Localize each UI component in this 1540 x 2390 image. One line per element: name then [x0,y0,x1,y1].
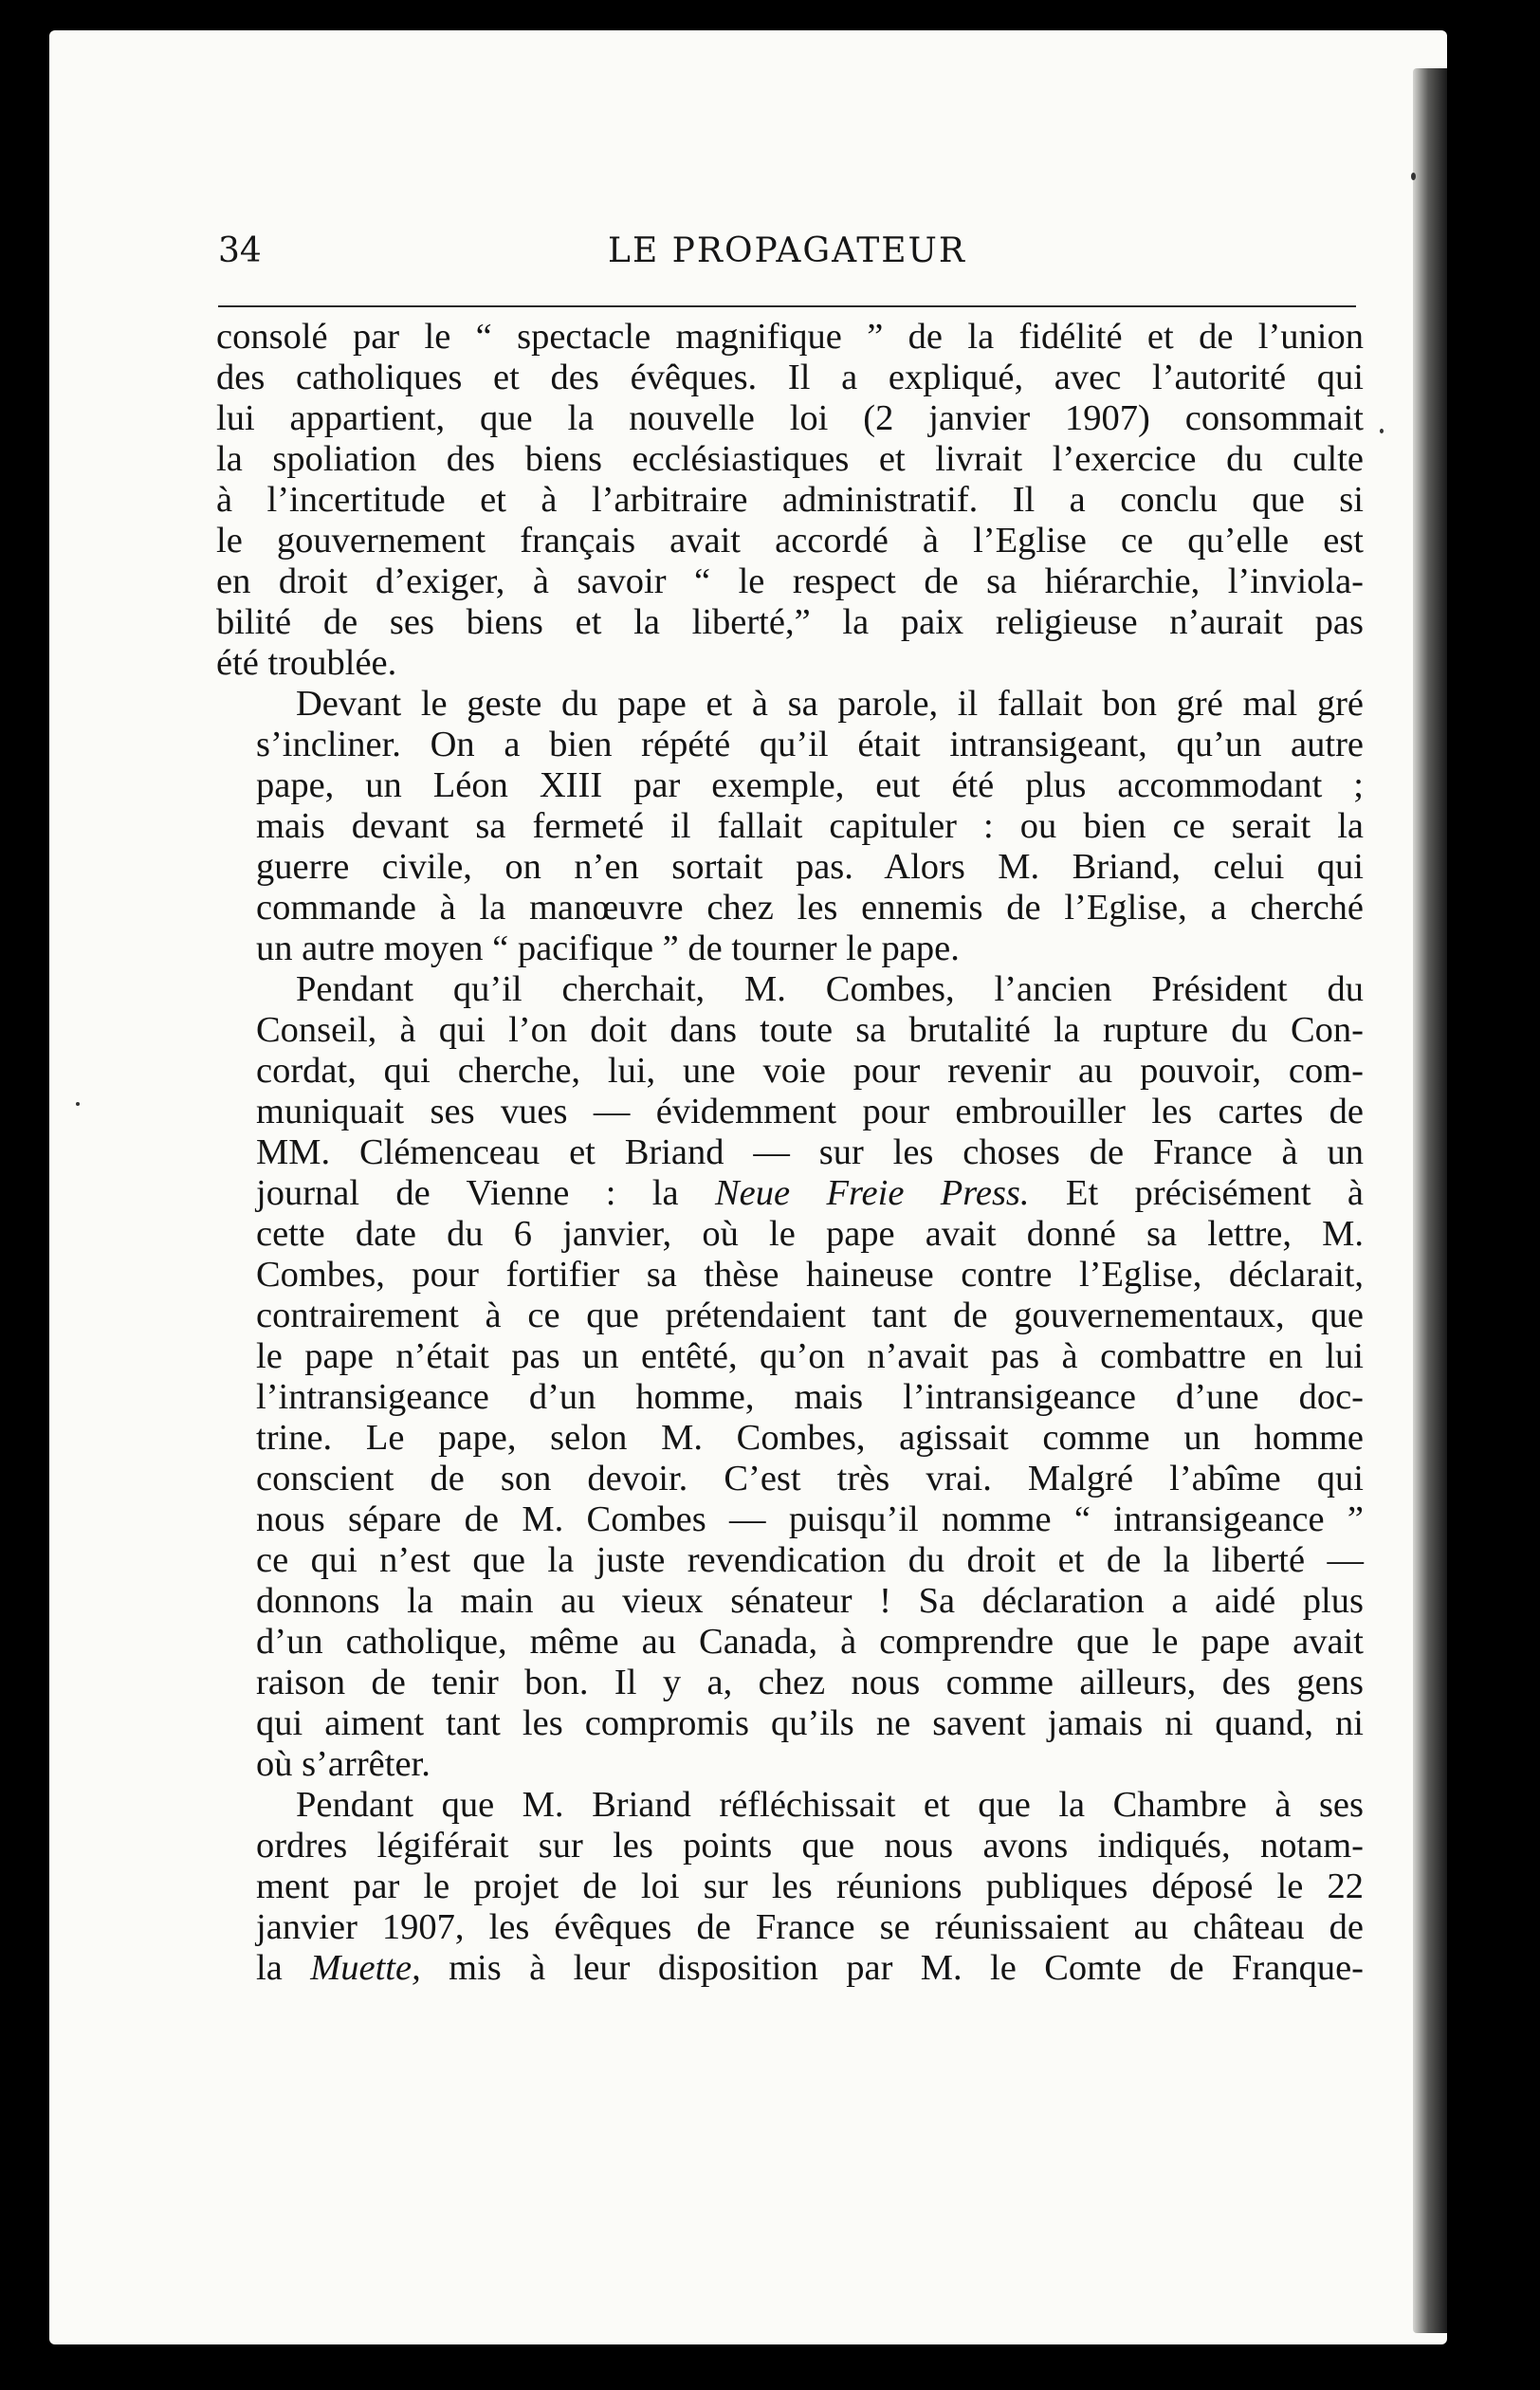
italic-name: Muette, [310,1948,421,1988]
text-line: trine. Le pape, selon M. Combes, agissait comme un homme [256,1418,1364,1458]
text-line: mais devant sa fermeté il fallait capituler : ou bien ce serait la [256,806,1364,846]
text-line: ce qui n’est que la juste revendication du droit et de la liberté — [256,1540,1364,1580]
body-text [216,317,1364,1989]
text-line: contrairement à ce que prétendaient tant de gouvernementaux, que [256,1296,1364,1335]
text-line: s’incliner. On a bien répété qu’il était intransigeant, qu’un autre [256,725,1364,764]
text-line: un autre moyen “ pacifique ” de tourner le pape. [256,928,960,968]
text-line: qui aiment tant les compromis qu’ils ne savent jamais ni quand, ni [256,1703,1364,1743]
text-line: janvier 1907, les évêques de France se réunissaient au château de [256,1907,1364,1947]
text-line: cette date du 6 janvier, où le pape avait donné sa lettre, M. [256,1214,1364,1254]
text-line: conscient de son devoir. C’est très vrai. Malgré l’abîme qui [256,1459,1364,1498]
paragraph [216,1785,1364,1989]
text-line: à l’incertitude et à l’arbitraire administratif. Il a conclu que si [216,480,1364,520]
text-line: la spoliation des biens ecclésiastiques et livrait l’exercice du culte [216,439,1364,479]
text-line: ordres légiférait sur les points que nous avons indiqués, notam- [256,1826,1364,1866]
book-page [49,30,1447,2344]
running-title: LE PROPAGATEUR [608,231,966,270]
italic-title: Neue Freie Press. [714,1173,1030,1213]
text-line: Devant le geste du pape et à sa parole, il fallait bon gré mal gré [296,684,1364,724]
text-line: Pendant que M. Briand réfléchissait et que la Chambre à ses [296,1785,1364,1825]
text-line: en droit d’exiger, à savoir “ le respect de sa hiérarchie, l’inviola- [216,561,1364,601]
text-line: pape, un Léon XIII par exemple, eut été plus accommodant ; [256,765,1364,805]
header-rule [218,305,1356,307]
text-line: nous sépare de M. Combes — puisqu’il nomme “ intransigeance ” [256,1499,1364,1539]
text-line: des catholiques et des évêques. Il a expliqué, avec l’autorité qui [216,358,1364,397]
text-line: la Muette, mis à leur disposition par M. le Comte de Franque- [256,1948,1364,1988]
text-line: guerre civile, on n’en sortait pas. Alors M. Briand, celui qui [256,847,1364,887]
text-line: où s’arrêter. [256,1744,431,1784]
paragraph [216,969,1364,1785]
text-line: Conseil, à qui l’on doit dans toute sa brutalité la rupture du Con- [256,1010,1364,1050]
text-line: ment par le projet de loi sur les réunions publiques déposé le 22 [256,1866,1364,1906]
paragraph [216,684,1364,969]
text-line: commande à la manœuvre chez les ennemis de l’Eglise, a cherché [256,888,1364,928]
text-line: le gouvernement français avait accordé à l’Eglise ce qu’elle est [216,521,1364,561]
text-line: cordat, qui cherche, lui, une voie pour revenir au pouvoir, com- [256,1051,1364,1091]
paragraph [216,317,1364,684]
text-line: MM. Clémenceau et Briand — sur les choses de France à un [256,1132,1364,1172]
text-line: donnons la main au vieux sénateur ! Sa déclaration a aidé plus [256,1581,1364,1621]
text-line: raison de tenir bon. Il y a, chez nous comme ailleurs, des gens [256,1663,1364,1702]
text-line: le pape n’était pas un entêté, qu’on n’avait pas à combattre en lui [256,1336,1364,1376]
text-line: bilité de ses biens et la liberté,” la paix religieuse n’aurait pas [216,602,1364,642]
text-line: muniquait ses vues — évidemment pour embrouiller les cartes de [256,1092,1364,1131]
text-line: d’un catholique, même au Canada, à comprendre que le pape avait [256,1622,1364,1662]
text-line: été troublée. [216,643,397,683]
page-edge-shadow [1413,68,1447,2333]
page-number: 34 [218,231,262,270]
text-line: lui appartient, que la nouvelle loi (2 janvier 1907) consommait [216,398,1364,438]
text-line: consolé par le “ spectacle magnifique ” de la fidélité et de l’union [216,317,1364,357]
text-line: Combes, pour fortifier sa thèse haineuse contre l’Eglise, déclarait, [256,1255,1364,1295]
text-line: l’intransigeance d’un homme, mais l’intransigeance d’une doc- [256,1377,1364,1417]
text-line: Pendant qu’il cherchait, M. Combes, l’ancien Président du [296,969,1364,1009]
page-header [218,226,1356,283]
text-line: journal de Vienne : la Neue Freie Press. Et précisément à [256,1173,1364,1213]
